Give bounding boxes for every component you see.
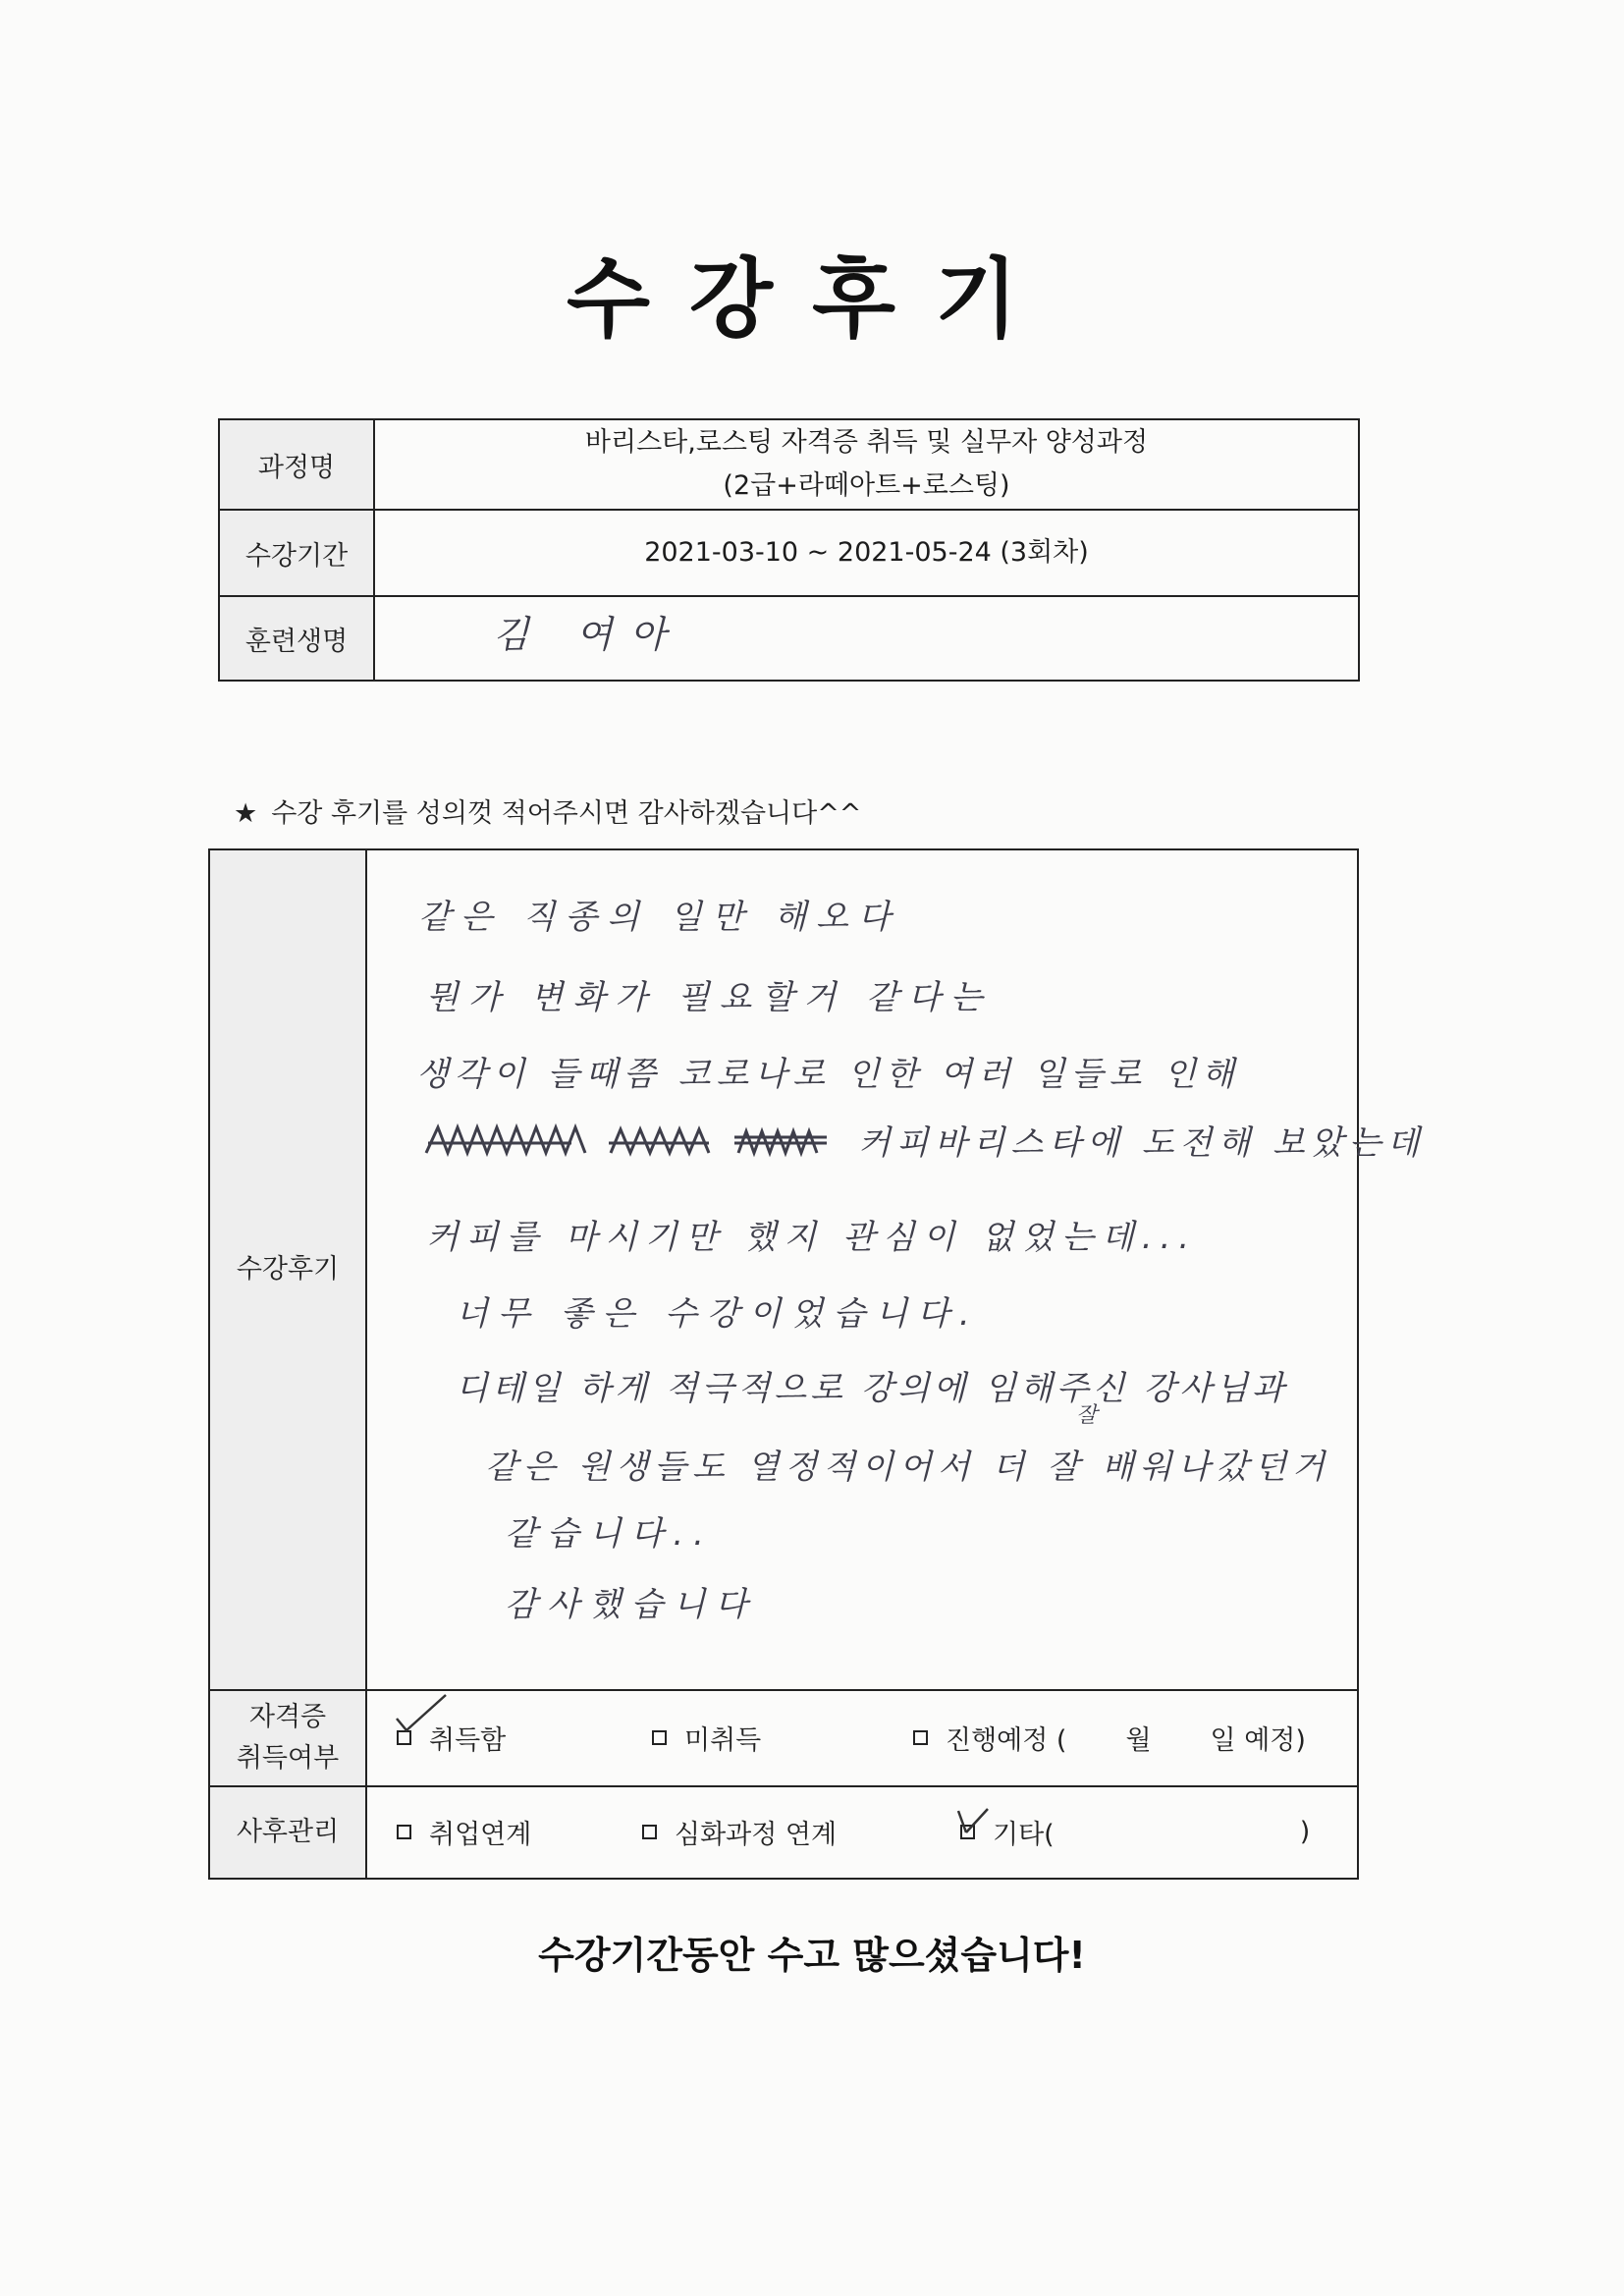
course-name-line2: (2급+라떼아트+로스팅) <box>723 470 1010 501</box>
page-title: 수강후기 <box>566 248 1058 350</box>
crossed-out-text <box>424 1114 837 1169</box>
option-advanced[interactable] <box>642 1813 837 1851</box>
option-other[interactable] <box>960 1813 1310 1851</box>
certification-row <box>210 1691 1357 1787</box>
option-other-close: ) <box>1299 1817 1311 1847</box>
option-planned-label: 진행예정 ( <box>946 1725 1067 1756</box>
option-planned-day: 일 예정) <box>1210 1725 1306 1756</box>
trainee-name-handwriting: 김 여아 <box>493 613 684 656</box>
aftercare-options <box>367 1787 1357 1878</box>
course-period-row <box>220 511 1358 597</box>
planned-checkbox[interactable] <box>913 1730 928 1745</box>
review-line-1: 같은 직종의 일만 해오다 <box>418 898 900 937</box>
option-advanced-label: 심화과정 연계 <box>675 1820 838 1850</box>
checkmark-icon <box>952 1801 992 1840</box>
review-line-8: 같은 원생들도 열정적이어서 더 잘 배워나갔던거 <box>485 1448 1330 1487</box>
course-name-label: 과정명 <box>220 420 375 509</box>
certification-label <box>210 1691 367 1785</box>
option-obtained-label: 취득함 <box>429 1725 507 1756</box>
footer-message: 수강기간동안 수고 많으셨습니다! <box>538 1934 1086 1977</box>
option-not-obtained[interactable] <box>652 1719 761 1757</box>
certification-label-line1: 자격증 <box>248 1702 327 1732</box>
course-info-table <box>218 418 1360 682</box>
option-not-obtained-label: 미취득 <box>684 1725 762 1756</box>
course-name-value <box>375 420 1358 509</box>
advanced-checkbox[interactable] <box>642 1825 657 1839</box>
star-icon: ★ <box>234 798 258 829</box>
not-obtained-checkbox[interactable] <box>652 1730 667 1745</box>
option-employment[interactable] <box>397 1813 531 1851</box>
trainee-name-value <box>375 597 1358 680</box>
review-content <box>367 850 1426 1689</box>
course-name-line1: 바리스타,로스팅 자격증 취득 및 실무자 양성과정 <box>584 427 1149 458</box>
notice-text: 수강 후기를 성의껏 적어주시면 감사하겠습니다^^ <box>271 798 862 829</box>
review-line-5: 커피를 마시기만 했지 관심이 없었는데... <box>426 1218 1198 1257</box>
review-line-4: 커피바리스타에 도전해 보았는데 <box>858 1123 1426 1163</box>
option-other-label: 기타( <box>993 1820 1055 1850</box>
certification-label-line2: 취득여부 <box>236 1743 340 1774</box>
trainee-name-label: 훈련생명 <box>220 597 375 680</box>
aftercare-label: 사후관리 <box>210 1787 367 1878</box>
review-line-2: 뭔가 변화가 필요할거 같다는 <box>426 978 993 1017</box>
notice <box>234 792 861 830</box>
review-line-6: 너무 좋은 수강이었습니다. <box>456 1294 980 1334</box>
certification-options <box>367 1691 1357 1785</box>
review-insert-above: 잘 <box>1076 1403 1108 1428</box>
option-planned-month: 월 <box>1125 1725 1152 1756</box>
review-row <box>210 850 1426 1691</box>
trainee-name-row <box>220 597 1358 680</box>
course-period-label: 수강기간 <box>220 511 375 595</box>
review-line-7: 디테일 하게 적극적으로 강의에 임해주신 강사님과 <box>456 1369 1288 1408</box>
checkmark-icon <box>393 1691 452 1740</box>
review-line-3: 생각이 들때쯤 코로나로 인한 여러 일들로 인해 <box>416 1055 1240 1094</box>
review-table <box>208 848 1426 1880</box>
review-label: 수강후기 <box>210 850 367 1689</box>
course-name-row <box>220 420 1358 511</box>
course-period-value: 2021-03-10 ~ 2021-05-24 (3회차) <box>644 537 1089 568</box>
aftercare-row <box>210 1787 1357 1878</box>
employment-checkbox[interactable] <box>397 1825 411 1839</box>
option-employment-label: 취업연계 <box>429 1820 532 1850</box>
review-line-10: 감사했습니다 <box>505 1585 758 1624</box>
review-line-9: 같습니다.. <box>505 1514 714 1554</box>
option-planned[interactable] <box>913 1719 1306 1757</box>
